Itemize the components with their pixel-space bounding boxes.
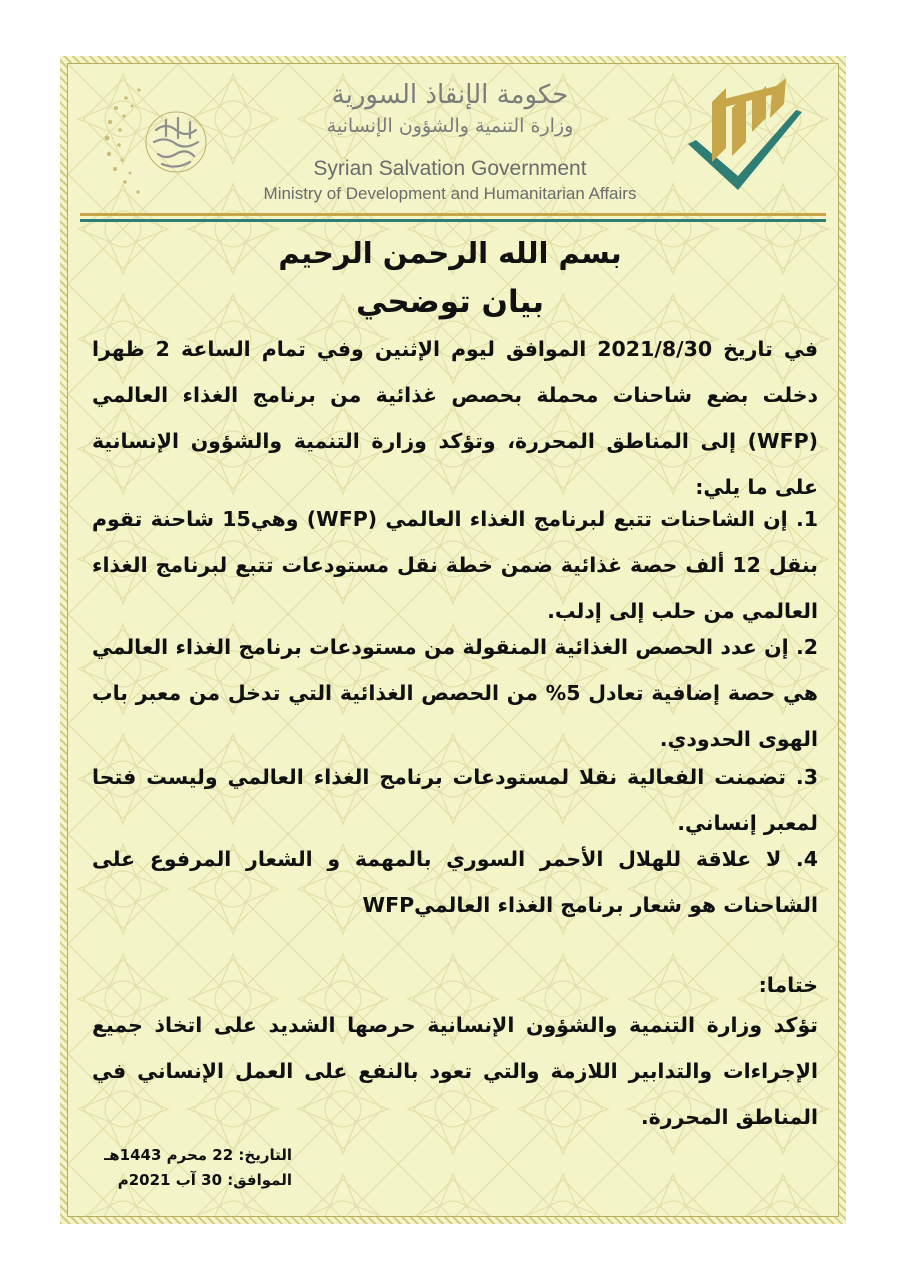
basmala-heading: بسم الله الرحمن الرحيم [278,236,622,270]
list-item-4: 4. لا علاقة للهلال الأحمر السوري بالمهمة و الشعار المرفوع على الشاحنات هو شعار برنامج الغذاء العالميWFP [92,847,818,917]
date-hijri: التاريخ: 22 محرم 1443هـ [104,1146,292,1164]
intro-paragraph: في تاريخ 2021/8/30 الموافق ليوم الإثنين وفي تمام الساعة 2 ظهرا دخلت بضع شاحنات محملة بحصص غذائية من برنامج الغذاء العالمي (WFP) إلى المناطق المحررة، وتؤكد وزارة التنمية والشؤون الإنسانية على ما يلي: [92,337,818,499]
header-arabic-government: حكومة الإنقاذ السورية [331,80,569,110]
list-item-1: 1. إن الشاحنات تتبع لبرنامج الغذاء العالمي (WFP) وهي15 شاحنة تقوم بنقل 12 ألف حصة غذائية ضمن خطة نقل مستودعات تتبع لبرنامج الغذاء العالمي من حلب إلى إدلب. [92,507,818,623]
list-item-2: 2. إن عدد الحصص الغذائية المنقولة من مستودعات برنامج الغذاء العالمي هي حصة إضافية تعادل 5% من الحصص الغذائية التي تدخل من معبر باب الهوى الحدودي. [92,635,818,751]
list-item-3: 3. تضمنت الفعالية نقلا لمستودعات برنامج الغذاء العالمي وليست فتحا لمعبر إنساني. [92,765,818,835]
header-english-ministry: Ministry of Development and Humanitarian Affairs [263,184,637,203]
header-gold-rule [80,213,826,216]
syrian-salvation-logo-icon [684,78,806,206]
header-teal-rule [80,219,826,222]
date-gregorian: الموافق: 30 آب 2021م [117,1171,292,1189]
closing-paragraph: تؤكد وزارة التنمية والشؤون الإنسانية حرصها الشديد على اتخاذ جميع الإجراءات والتدابير اللازمة والتي تعود بالنفع على العمل الإنساني في المناطق المحررة. [92,1013,818,1129]
header-arabic-ministry: وزارة التنمية والشؤون الإنسانية [326,115,574,137]
closing-heading: ختاما: [758,973,818,997]
statement-title: بيان توضحي [356,284,544,320]
ministry-calligraphy-seal-icon [96,78,224,206]
header-english-government: Syrian Salvation Government [313,157,587,180]
